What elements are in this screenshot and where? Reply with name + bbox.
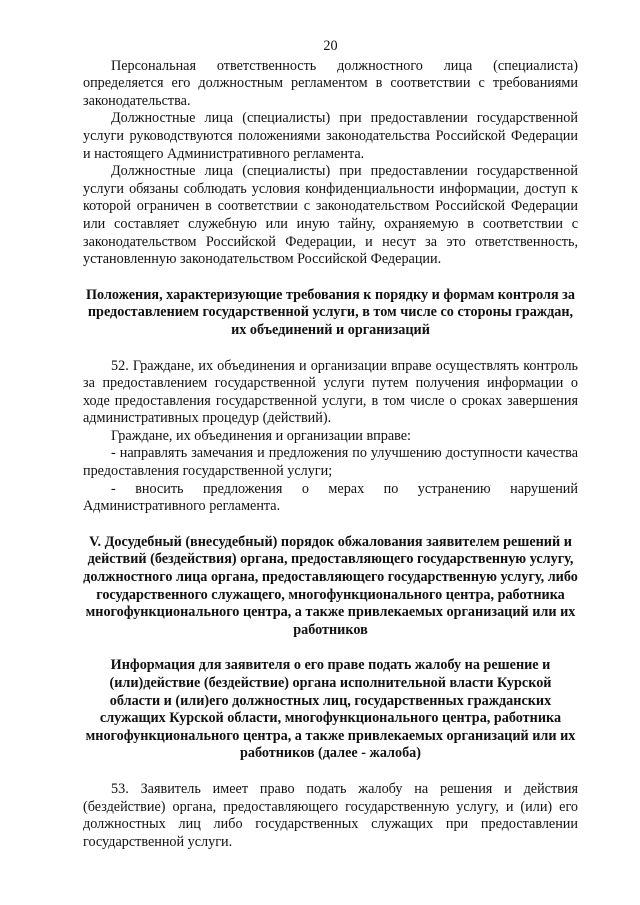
spacer: [83, 516, 578, 534]
list-item-proposals: - вносить предложения о мерах по устранению нарушений Административного регламента.: [83, 480, 578, 515]
heading-control-requirements: Положения, характеризующие требования к порядку и формам контроля за предоставлением государственной услуги, в том числе со стороны граждан, их объединений и организаций: [86, 286, 575, 338]
paragraph-officials-guided: Должностные лица (специалисты) при предоставлении государственной услуги руководствуются положениями законодательства Российской Федерации и настоящего Административного регламента.: [83, 110, 578, 162]
spacer: [83, 340, 578, 358]
spacer: [83, 269, 578, 287]
paragraph-responsibility: Персональная ответственность должностного лица (специалиста) определяется его должностным регламентом в соответствии с требованиями законодательства.: [83, 57, 578, 109]
heading-section-5: V. Досудебный (внесудебный) порядок обжалования заявителем решений и действий (бездействия) органа, предоставляющего государственную услугу, должностного лица органа, предоставляющего государственную услугу, либо государственного служащего, многофункционального центра, работника многофункционального центра, а также привлекаемых организаций или их работников: [83, 533, 578, 638]
spacer: [83, 763, 578, 781]
paragraph-confidentiality: Должностные лица (специалисты) при предоставлении государственной услуги обязаны соблюдать условия конфиденциальности информации, доступ к которой ограничен в соответствии с законодательством Российской Федерации или составляет служебную или иную тайну, охраняемую в соответствии с законодательством Российской Федерации, и несут за это ответственность, установленную законодательством Российской Федерации.: [83, 163, 578, 268]
list-item-remarks: - направлять замечания и предложения по улучшению доступности качества предоставления государственной услуги;: [83, 445, 578, 480]
paragraph-52: 52. Граждане, их объединения и организации вправе осуществлять контроль за предоставлением государственной услуги путем получения информации о ходе предоставления государственной услуги, в том числе о сроках завершения административных процедур (действий).: [83, 357, 578, 427]
paragraph-citizens-right: Граждане, их объединения и организации вправе:: [111, 427, 411, 444]
paragraph-53: 53. Заявитель имеет право подать жалобу на решения и действия (бездействие) органа, предоставляющего государственную услугу, и (или) его должностных лиц либо государственных служащих при предоставлении государственной услуги.: [83, 780, 578, 850]
page-number: 20: [323, 38, 338, 54]
heading-complaint-info: Информация для заявителя о его праве подать жалобу на решение и (или)действие (бездействие) органа исполнительной власти Курской области и (или)его должностных лиц, государственных гражданских служащих Курской области, многофункционального центра, работника многофункционального центра, а также привлекаемых организаций или их работников (далее - жалоба): [85, 657, 576, 762]
spacer: [83, 639, 578, 657]
